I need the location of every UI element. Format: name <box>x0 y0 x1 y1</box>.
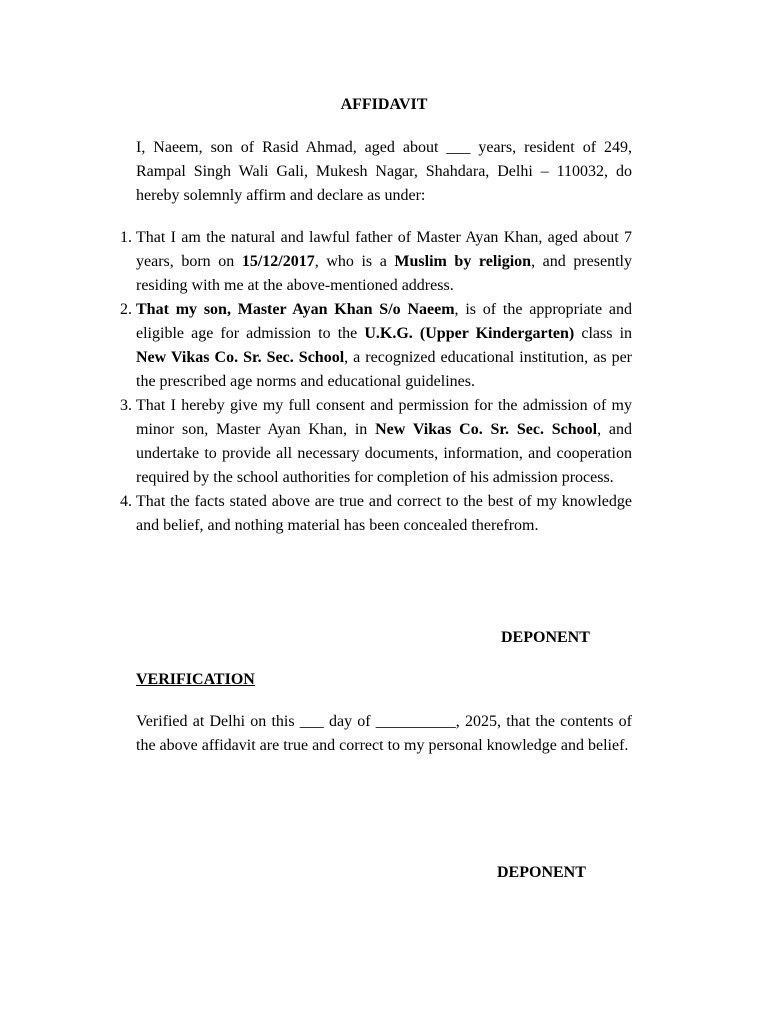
clause-text: That I am the natural and lawful father of Master Ayan Khan, aged about 7 years, born on <box>136 229 632 270</box>
verification-heading: VERIFICATION <box>136 671 255 688</box>
document-title: AFFIDAVIT <box>340 96 428 113</box>
clause-text: That I hereby give my full consent and permission for the admission of my minor son, Master Ayan Khan, in <box>136 397 632 438</box>
clause-text: class in <box>574 325 633 342</box>
religion: Muslim by religion <box>394 253 532 270</box>
clause-4 <box>120 490 632 538</box>
deponent-label: DEPONENT <box>501 629 590 646</box>
clause-number: 2. <box>120 301 132 318</box>
clause-text: , and undertake to provide all necessary documents, information, and cooperation required by the school authorities for completion of his admission process. <box>136 421 632 486</box>
clause-number: 1. <box>120 229 132 246</box>
clause-number: 3. <box>120 397 132 414</box>
clause-text: That the facts stated above are true and correct to the best of my knowledge and belief, and nothing material has been concealed therefrom. <box>136 493 632 534</box>
class-name: U.K.G. (Upper Kindergarten) <box>364 325 575 342</box>
school-name: New Vikas Co. Sr. Sec. School <box>136 349 345 366</box>
clause-text: , and presently residing with me at the above-mentioned address. <box>136 253 632 294</box>
clause-2 <box>120 298 633 394</box>
birth-date: 15/12/2017 <box>241 253 315 270</box>
clause-text: , a recognized educational institution, as per the prescribed age norms and educational guidelines. <box>136 349 632 390</box>
clause-text: , who is a <box>314 253 395 270</box>
clause-1 <box>120 226 632 298</box>
deponent-label-verification: DEPONENT <box>497 864 586 881</box>
clause-text: , is of the appropriate and eligible age for admission to the <box>136 301 632 342</box>
clause-list <box>120 226 633 538</box>
school-name: New Vikas Co. Sr. Sec. School <box>375 421 598 438</box>
son-name: That my son, Master Ayan Khan S/o Naeem <box>136 301 455 318</box>
intro-paragraph: I, Naeem, son of Rasid Ahmad, aged about ___ years, resident of 249, Rampal Singh Wali Gali, Mukesh Nagar, Shahdara, Delhi – 110032, do hereby solemnly affirm and declare as under: <box>136 139 632 204</box>
clause-3 <box>120 394 632 490</box>
clause-number: 4. <box>120 493 132 510</box>
verification-text: Verified at Delhi on this ___ day of __________, 2025, that the contents of the above affidavit are true and correct to my personal knowledge and belief. <box>136 713 632 754</box>
